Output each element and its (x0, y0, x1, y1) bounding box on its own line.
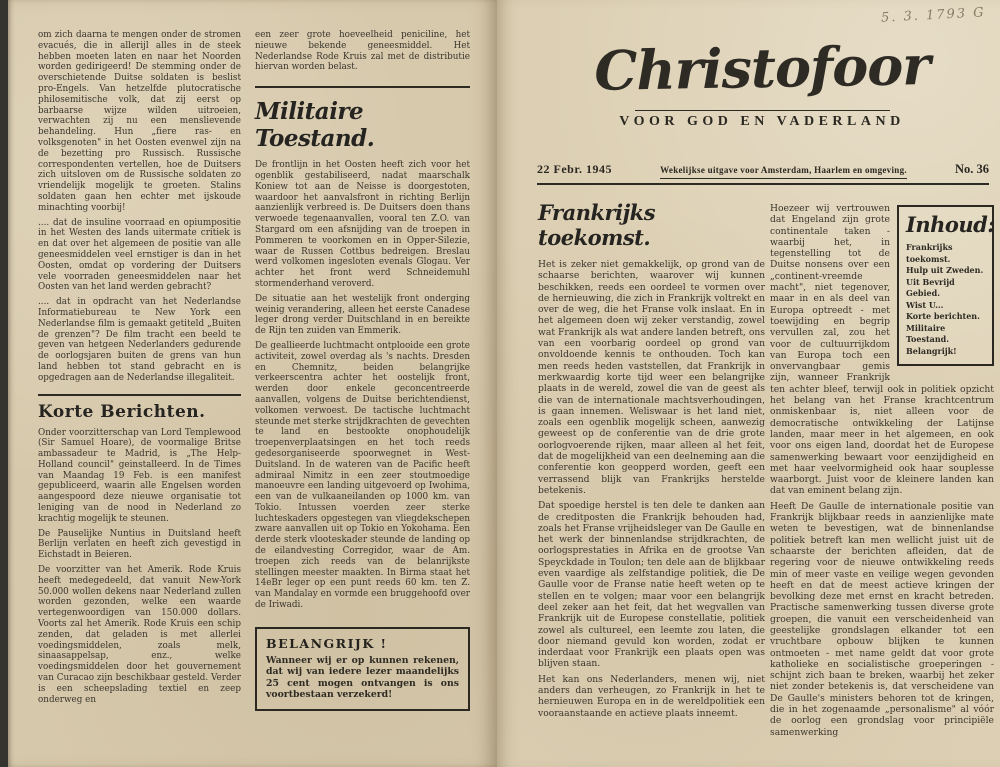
left-column-1 (38, 30, 241, 705)
paragraph: De Pauselijke Nuntius in Duitsland heeft Berlijn verlaten en heeft zich gevestigd in Eichstadt in Beieren. (38, 528, 241, 561)
right-page (497, 0, 1000, 767)
paragraph: De geallieerde luchtmacht ontplooide een grote activiteit, zowel overdag als 's nachts. Dresden en Chemnitz, beiden belangrijke verkeerscentra achter het oostelijk front, werden door enkele geconcentreerde aanvallen, volgens de Duitse berichtendienst, volkomen verwoest. De tactische luchtmacht steunde met sterke strijdkrachten de gevechten te land en bestookte onophoudelijk troepenverplaatsingen en het toch reeds gedesorganiseerde spoorwegnet in West-Duitsland. In de wateren van de Pacific heeft admiraal Nimitz in een zeer stoutmoedige manoeuvre een landing uitgevoerd op Iwohima, een van de vulkaaneilanden op 1000 km. van Tokio. Intussen voerden zeer sterke luchteskaders opgestegen van vliegdekschepen zware aanvallen uit op Tokio en Yokohama. Een derde sterk vlooteskader steunde de landing op de eilandvesting Corregidor, waar de Am. troepen zich reeds van de belanrijkste stellingen meester maakten. In Birma staat het 14eBr leger op een punt reeds 60 km. ten Z. van Mandalay en vormde een bruggehoofd over de Iriwadi. (255, 340, 470, 611)
inhoud-item: Uit Bevrijd Gebied. (906, 276, 955, 298)
paragraph: Het is zeker niet gemakkelijk, op grond van de schaarse berichten, waarover wij kunnen beschikken, reeds een oordeel te vormen over de hernieuwing, die zich in Frankrijk voltrekt en over de weg, die het Franse volk inslaat. En in het algemeen doen wij zeker verstandig, zowel wat Frankrijk als wat andere landen betreft, ons van een voorbarig oordeel op grond van onvoldoende kennis te onthouden. Toch kan men reeds heden vaststellen, dat Frankrijk in merkwaardig korte tijd weer een belangrijke plaats in de wereld, zowel die van de geest als die van de internationale machtsverhoudingen, is gaan innemen. Weliswaar is het land niet, zoals een ogenblik mogelijk scheen, aanwezig geweest op de conferentie van de drie grote oorlogvoerende rijken, maar alleen al het feit, dat de mogelijkheid van een deelneming aan die conferentie kon geopperd worden, geeft een verrassend blijk van Frankrijks herstelde betekenis. (538, 259, 765, 496)
issue-number: No. 36 (954, 162, 989, 176)
belangrijk-text: Wanneer wij er op kunnen rekenen, dat wij van iedere lezer maandelijks 25 cent mogen ontvangen is ons voortbestaan verzekerd! (266, 654, 459, 701)
paragraph: om zich daarna te mengen onder de stromen evacués, die in allerijl alles in de steek hebben moeten laten en naar het Noorden worden gedirigeerd! De stemming onder de overschietende Duitse soldaten is beslist pro-Engels. Van hetzelfde plutocratische philosemitische volk, dat zij eerst op barbaarse wijze wilden uitroeien, verwachten zij nu een menslievende behandeling. Hun „fiere ras- en volksgenoten" in het Oosten evenwel zijn na de bezetting pro Russisch. Russische correspondenten vertellen, hoe de Duitsers zich uitsloven om de Russische soldaten zo vriendelijk mogelijk te groeten. Stalins soldaten gaan hen echter met ijskoude minachting voorbij! (38, 30, 241, 213)
frankrijks-toekomst-heading: Frankrijks toekomst. (538, 200, 656, 250)
dateline-rule (537, 183, 989, 185)
inhoud-item: Belangrijk! (906, 345, 957, 356)
masthead-rule (635, 110, 890, 111)
inhoud-item: Wist U... (906, 299, 944, 310)
right-column-2 (770, 203, 994, 738)
dateline (537, 162, 989, 179)
section-divider (38, 394, 241, 396)
paragraph: Heeft De Gaulle de internationale positie van Frankrijk blijkbaar reeds in aanzienlijke mate weten te bevestigen, wat de binnenlandse politiek betreft kan men wellicht juist uit de schaarste der berichten afleiden, dat de regering voor de nieuwe ontwikkeling reeds min of meer vaste en veilige wegen gevonden heeft en dat de meest actieve kringen der bevolking deze met ernst en kracht betreden. Practische samenwerking tussen diverse grote groepen, die vanuit een verscheidenheid van geestelijke grondslagen elkander tot een vruchtbare opbouw blijken te kunnen ontmoeten - met name geldt dat voor grote katholieke en socialistische groeperingen - schijnt zich baan te breken, waarbij het zeker niet zonder betekenis is, dat verscheidene van De Gaulle's ministers behoren tot de kringen, die in het zogenaamde „personalisme" al vóór de oorlog een grondslag voor principiële samenwerking (770, 500, 994, 738)
newspaper-title: Christofoor (593, 33, 931, 103)
inhoud-item: Militaire Toestand. (906, 322, 950, 344)
inhoud-box (897, 205, 994, 366)
publication-info: Wekelijkse uitgave voor Amsterdam, Haarlem en omgeving. (660, 165, 907, 179)
paragraph: Het kan ons Nederlanders, menen wij, niet anders dan verheugen, zo Frankrijk in het te hernieuwen Europa en in de wereldpolitiek een vooraanstaande en actieve plaats inneemt. (538, 673, 765, 719)
paragraph: De voorzitter van het Amerik. Rode Kruis heeft medegedeeld, dat vanuit New-York 50.000 wollen dekens naar Nederland zullen worden gezonden, welke een waarde vertegenwoordigen van 150.000 dollars. Voorts zal het Amerik. Rode Kruis een schip zenden, dat geladen is met allerlei voedingsmiddelen, zoals melk, sinaasappelsap, enz., welke voedingsmiddelen door het gouvernement van Curacao zijn beschikbaar gesteld. Verder is een scheepslading textiel en zeep onderweg en (38, 565, 241, 705)
inhoud-heading: Inhoud: (906, 212, 995, 237)
paragraph: .... dat de insuline voorraad en opiumpositie in het Westen des lands uitermate critiek is en dat over het algemeen de positie van alle geneesmiddelen veel ernstiger is dan in het Oosten, omdat op vordering der Duitsers vele voorraden geneesmiddelen naar het Oosten van het land werden gebracht? (38, 217, 241, 293)
left-column-2 (255, 30, 470, 711)
militaire-toestand-heading: Militaire Toestand. (255, 98, 375, 153)
inhoud-item: Hulp uit Zweden. (906, 265, 984, 275)
belangrijk-heading: BELANGRIJK ! (266, 635, 388, 651)
issue-date: 22 Febr. 1945 (537, 162, 613, 176)
paragraph: De situatie aan het westelijk front onderging weinig verandering, alleen het eerste Canadese leger drong verder Duitschland in en bereikte de Rijn ten zuiden van Emmerik. (255, 293, 470, 337)
paragraph: .... dat in opdracht van het Nederlandse Informatiebureau te New York een Nederlandse film is gemaakt getiteld „Buiten de grenzen"? De film tracht een beeld te geven van hetgeen Nederlanders gedurende de oorlogsjaren buiten de grens van hun land hebben tot stand gebracht en is opgedragen aan de Nederlandse illegaliteit. (38, 297, 241, 383)
paragraph: Dat spoedige herstel is ten dele te danken aan de creditposten die Frankrijk behouden had, zoals het Franse vrijheidsleger van De Gaulle en het werk der binnenlandse strijdkrachten, de oorlogsprestaties in Afrika en de grootse Van Speyckdade in Toulon; ten dele aan de blijkbaar even vaardige als zelfstandige politiek, die De Gaulle voor de Franse natie heeft weten op te stellen en te volgen; maar voor een belangrijk deel zeker aan het feit, dat het wegvallen van Frankrijk uit de Europese constellatie, politiek zowel als cultureel, een leemte zou laten, die door niemand gevuld kon worden, zodat er inderdaat voor Frankrijk een plaats open was blijven staan. (538, 500, 765, 670)
left-page (8, 0, 497, 767)
masthead (537, 33, 987, 130)
belangrijk-box (255, 627, 470, 711)
paragraph: een zeer grote hoeveelheid peniciline, het nieuwe bekende geneesmiddel. Het Nederlandse Rode Kruis zal met de distributie hiervan worden belast. (255, 30, 470, 73)
inhoud-item: Frankrijks toekomst. (906, 242, 953, 264)
korte-berichten-heading: Korte Berichten. (38, 401, 206, 422)
right-column-1 (538, 200, 765, 719)
paragraph: De frontlijn in het Oosten heeft zich voor het ogenblik gestabiliseerd, nadat maarschalk Koniew tot aan de Neisse is doorgestoten, waardoor het aanvalsfront in richting Berlijn aanzienlijk verbreed is. De Duitsers doen thans verwoede tegenaanvallen, vooral ten Z.O. van Stargard om een afsnijding van de troepen in Pommeren te voorkomen en in Opper-Silezie, waar de Russen Cottbus bedreigen. Breslau werd volkomen ingesloten evenals Glogau. Ver achter het front werd Schneidemuhl stormenderhand veroverd. (255, 160, 470, 289)
section-divider (255, 86, 470, 88)
inhoud-item: Korte berichten. (906, 311, 980, 321)
paragraph: Hoezeer wij vertrouwen dat Engeland zijn grote continentale taken - waarbij het, in tegenstelling tot de Duitse nonsens over een „continent-vreemde macht", niet tegenover, maar in en als deel van Europa optreedt - met toewijding en begrip vervullen zal, zou het voor de cultuurrijkdom van Europa toch een onvervangbaar gemis zijn, wanneer Frankrijk ten achter bleef, terwijl ook in politiek opzicht het belang van het Franse krachtcentrum onmiskenbaar is, niet alleen voor de democratische ontwikkeling der Latijnse landen, maar meer in het algemeen, en ook voor ons eigen land, doordat het de Europese samenwerking bewaart voor eenzijdigheid en met haar veelvormigheid ook haar souplesse waarborgt. Juist voor de kleinere landen kan dat van eminent belang zijn. (770, 203, 994, 497)
paragraph: Onder voorzitterschap van Lord Templewood (Sir Samuel Hoare), de voormalige Britse ambassadeur te Madrid, is „The Help-Holland council" geinstalleerd. In de Times van Maandag 19 Feb. is een manifest gepubliceerd, waarin alle Engelsen worden aangespoord deze nieuwe organisatie tot leniging van de nood in Nederland zo krachtig mogelijk te steunen. (38, 427, 241, 524)
newspaper-motto: VOOR GOD EN VADERLAND (619, 114, 905, 129)
pencil-annotation: 5. 3. 1793 G (880, 5, 987, 26)
